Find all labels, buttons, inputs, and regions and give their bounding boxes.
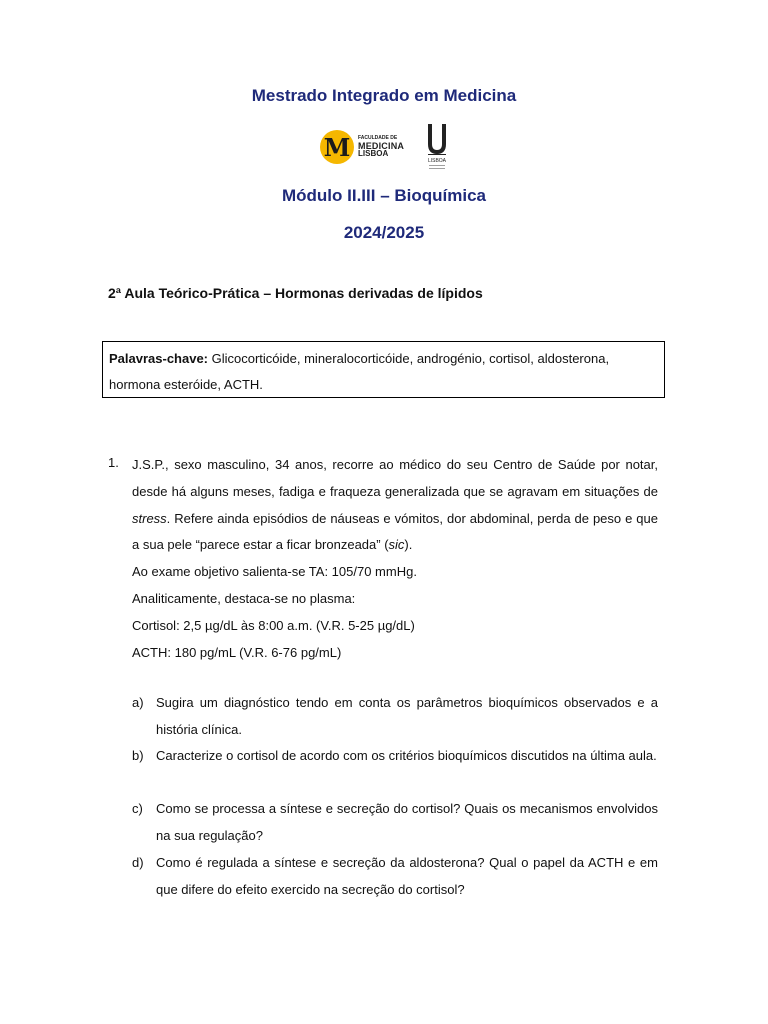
keywords-box bbox=[102, 341, 665, 398]
ulisboa-logo-text: LISBOA bbox=[427, 158, 447, 164]
case-exam: Ao exame objetivo salienta-se TA: 105/70 mmHg. bbox=[132, 564, 417, 580]
program-title: Mestrado Integrado em Medicina bbox=[251, 86, 517, 105]
fmul-line-1: FACULDADE DE bbox=[358, 135, 398, 141]
question-text: Como é regulada a síntese e secreção da aldosterona? Qual o papel da ACTH e em que difere do efeito exercido na secreção do cortisol? bbox=[156, 855, 658, 897]
question-text: Como se processa a síntese e secreção do cortisol? Quais os mecanismos envolvidos na sua regulação? bbox=[156, 801, 658, 843]
question-b bbox=[132, 743, 658, 770]
case-acth: ACTH: 180 pg/mL (V.R. 6-76 pg/mL) bbox=[132, 644, 342, 660]
question-label: b) bbox=[132, 748, 144, 763]
lesson-title: 2ª Aula Teórico-Prática – Hormonas derivadas de lípidos bbox=[108, 285, 483, 301]
clinical-case bbox=[132, 452, 658, 666]
keywords-label: Palavras-chave: bbox=[109, 351, 209, 366]
case-description: J.S.P., sexo masculino, 34 anos, recorre ao médico do seu Centro de Saúde por notar, desde há alguns meses, fadiga e fraqueza generalizada que se agravam em situações de stress. Refere ainda episódios de náuseas e vómitos, dor abdominal, perda de peso e que a sua pele “parece estar a ficar bronzeada” (sic). bbox=[132, 457, 658, 553]
institution-logos bbox=[318, 122, 454, 172]
question-label: d) bbox=[132, 855, 144, 870]
question-c bbox=[132, 796, 658, 849]
keywords-text: Glicocorticóide, mineralocorticóide, androgénio, cortisol, aldosterona, hormona esteróide, ACTH. bbox=[109, 351, 610, 392]
academic-year: 2024/2025 bbox=[343, 223, 425, 242]
fmul-logo-letter: M bbox=[323, 132, 351, 162]
question-text: Sugira um diagnóstico tendo em conta os parâmetros bioquímicos observados e a história clínica. bbox=[156, 695, 658, 737]
question-text: Caracterize o cortisol de acordo com os critérios bioquímicos discutidos na última aula. bbox=[156, 748, 657, 763]
question-label: a) bbox=[132, 695, 144, 710]
question-a bbox=[132, 690, 658, 743]
question-label: c) bbox=[132, 801, 143, 816]
fmul-logo bbox=[320, 130, 354, 164]
ulisboa-logo bbox=[424, 122, 450, 172]
fmul-line-3: LISBOA bbox=[358, 149, 389, 158]
fmul-line-2: MEDICINA bbox=[358, 141, 405, 151]
case-cortisol: Cortisol: 2,5 µg/dL às 8:00 a.m. (V.R. 5-25 µg/dL) bbox=[132, 617, 415, 633]
case-analytic: Analiticamente, destaca-se no plasma: bbox=[132, 590, 356, 606]
module-title: Módulo II.III – Bioquímica bbox=[281, 186, 486, 205]
question-d bbox=[132, 850, 658, 903]
case-number: 1. bbox=[108, 455, 119, 470]
fmul-logo-text bbox=[358, 134, 418, 158]
